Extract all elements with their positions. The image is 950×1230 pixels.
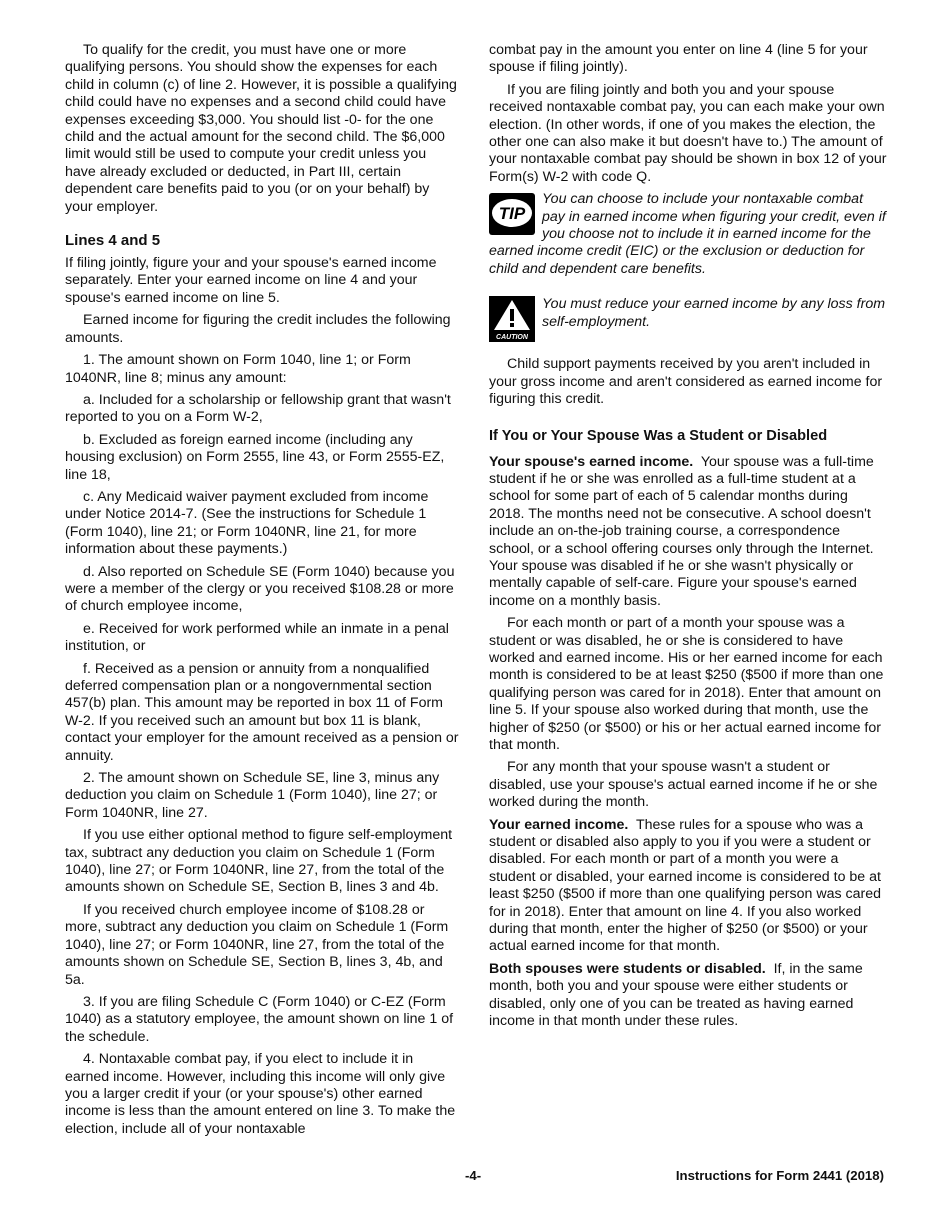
form-identifier: Instructions for Form 2441 (2018) <box>675 1168 884 1183</box>
tip-text: You can choose to include your nontaxable combat pay in earned income when figuring your credit, even if you choose not to include it in earned income for the earned income credit (EIC) or the exclusion or deduction for child and dependent care benefits. <box>489 191 886 277</box>
list-item-1: 1. The amount shown on Form 1040, line 1; or Form 1040NR, line 8; minus any amount: <box>65 352 411 386</box>
spouse-earned-income-text: Your spouse was a full-time student if he or she was enrolled as a full-time student at a school for some part of each of 5 calendar months during 2018. The months need not be consecutive. A school doesn't include an on-the-job training course, a correspondence school, or a school offering courses only through the Internet. Your spouse was disabled if he or she wasn't physically or mentally capable of self-care. Figure your spouse's earned income on a monthly basis. <box>489 453 874 609</box>
church-income-paragraph: If you received church employee income of $108.28 or more, subtract any deduction you claim on Schedule 1 (Form 1040), line 27; or Form 1040NR, line 27, from the total of the amounts shown on Schedule SE, Section B, lines 3, 4b, and 5a. <box>65 901 449 988</box>
list-item-1d: d. Also reported on Schedule SE (Form 1040) because you were a member of the clergy or you received $108.28 or more of church employee income, <box>65 563 455 615</box>
tip-icon <box>489 191 535 237</box>
joint-election-paragraph: If you are filing jointly and both you and your spouse received nontaxable combat pay, you can each make your own election. (In other words, if one of you makes the election, the other one can also make it but doesn't have to.) The amount of your nontaxable combat pay should be shown in box 12 of your Form(s) W-2 with code Q. <box>489 81 887 185</box>
spouse-earned-income-title: Your spouse's earned income. <box>489 453 694 470</box>
list-item-4: 4. Nontaxable combat pay, if you elect to include it in earned income. However, including this income will only give you a larger credit if your (or your spouse's) other earned income is less than the amount entered on line 3. To make the election, include all of your nontaxable <box>65 1051 456 1137</box>
list-item-1c: c. Any Medicaid waiver payment excluded from income under Notice 2014-7. (See the instructions for Schedule 1 (Form 1040), line 21; or Form 1040NR, line 21, for more information about these payments.) <box>65 488 429 558</box>
list-item-2: 2. The amount shown on Schedule SE, line 3, minus any deduction you claim on Schedule 1 (Form 1040), line 27; or Form 1040NR, line 27. <box>65 770 440 821</box>
tip-note <box>489 191 887 278</box>
list-item-3: 3. If you are filing Schedule C (Form 1040) or C-EZ (Form 1040) as a statutory employee, the amount shown on line 1 of the schedule. <box>65 993 454 1045</box>
any-month-paragraph: For any month that your spouse wasn't a student or disabled, use your spouse's actual earned income if he or she worked during the month. <box>489 759 878 811</box>
page-number: -4- <box>465 1168 482 1183</box>
both-spouses-title: Both spouses were students or disabled. <box>489 960 766 977</box>
combat-pay-continued: combat pay in the amount you enter on line 4 (line 5 for your spouse if filing jointly). <box>489 42 868 76</box>
both-spouses-paragraph <box>489 961 887 1031</box>
both-spouses-text: If, in the same month, both you and your spouse were either students or disabled, only one of you can be treated as having earned income in that month under these rules. <box>489 960 863 1030</box>
list-item-1f: f. Received as a pension or annuity from a nonqualified deferred compensation plan or a nongovernmental section 457(b) plan. This amount may be reported in box 11 of Form W-2. If you received such an amount but box 11 is blank, contact your employer for the amount received as a pension or annuity. <box>65 660 459 764</box>
caution-text: You must reduce your earned income by any loss from self-employment. <box>542 296 886 330</box>
lines-4-5-heading: Lines 4 and 5 <box>65 232 161 250</box>
optional-method-paragraph: If you use either optional method to figure self-employment tax, subtract any deduction you claim on Schedule 1 (Form 1040), line 27; or Form 1040NR, line 27, from the total of the amounts shown on Schedule SE, Section B, lines 3 and 4b. <box>65 827 453 896</box>
right-column <box>489 42 887 1036</box>
intro-paragraph: To qualify for the credit, you must have one or more qualifying persons. You should show the expenses for each child in column (c) of line 2. However, it is possible a qualifying child could have no expenses and a second child could have expenses exceeding $3,000. You should list -0- for the one child and the actual amount for the second child. The $6,000 limit would still be used to compute your credit unless you have already excluded or deducted, in Part III, certain dependent care benefits paid to you (or on your behalf) by your employer. <box>65 42 457 215</box>
earned-income-intro: Earned income for figuring the credit includes the following amounts. <box>65 312 451 346</box>
caution-icon-label: CAUTION <box>496 334 528 342</box>
your-earned-income-paragraph <box>489 817 887 956</box>
caution-note <box>489 296 887 342</box>
list-item-1b: b. Excluded as foreign earned income (including any housing exclusion) on Form 2555, line 43, or Form 2555-EZ, line 18, <box>65 431 445 483</box>
left-column <box>65 42 459 1143</box>
filing-jointly-paragraph: If filing jointly, figure your and your spouse's earned income separately. Enter your earned income on line 4 and your spouse's earned income on line 5. <box>65 255 437 306</box>
spouse-earned-income-paragraph <box>489 454 887 611</box>
list-item-1e: e. Received for work performed while an inmate in a penal institution, or <box>65 620 449 655</box>
child-support-paragraph: Child support payments received by you aren't included in your gross income and aren't considered as earned income for figuring this credit. <box>489 356 883 408</box>
tip-icon-label: TIP <box>498 204 526 224</box>
student-disabled-heading: If You or Your Spouse Was a Student or Disabled <box>489 427 828 444</box>
list-item-1a: a. Included for a scholarship or fellowship grant that wasn't reported to you on a Form W-2, <box>65 391 451 426</box>
your-earned-income-text: These rules for a spouse who was a student or disabled also apply to you if you were a student or disabled. For each month or part of a month you were a student or disabled, your earned income is considered to be at least $250 ($500 if more than one qualifying person was cared for in 2018). Enter that amount on line 4. If you also worked during that month, enter the higher of $250 (or $500) or your actual earned income for that month. <box>489 816 881 955</box>
page-footer <box>0 1168 950 1188</box>
your-earned-income-title: Your earned income. <box>489 816 629 833</box>
each-month-paragraph: For each month or part of a month your spouse was a student or was disabled, he or she is considered to have worked and earned income. His or her earned income for each month is considered to be at least $250 ($500 if more than one qualifying person was cared for in 2018). Enter that amount on line 5. If your spouse also worked during that month, use the higher of $250 (or $500) or his or her actual earned income for that month. <box>489 615 884 753</box>
caution-icon <box>489 296 535 342</box>
